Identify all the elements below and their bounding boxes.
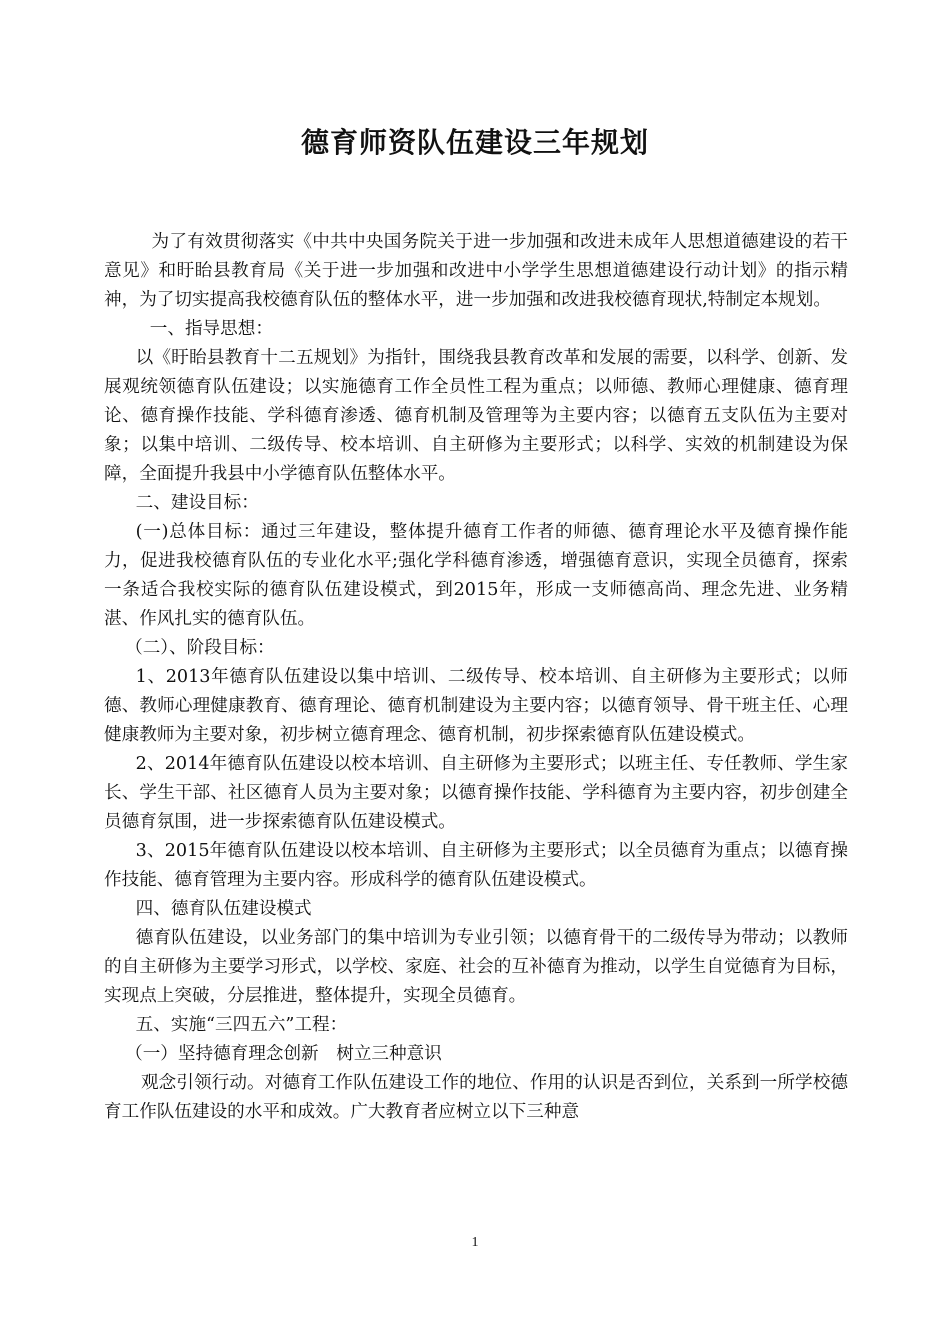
- intro-paragraph: 为了有效贯彻落实《中共中央国务院关于进一步加强和改进未成年人思想道德建设的若干意见》和盱眙县教育局《关于进一步加强和改进中小学学生思想道德建设行动计划》的指示精神，为了切实提高我校德育队伍的整体水平，进一步加强和改进我校德育现状,特制定本规划。: [104, 232, 848, 310]
- subheading-stage-goals: （二）、阶段目标：: [125, 638, 275, 658]
- section-heading-guiding-ideology: 一、指导思想：: [149, 319, 273, 339]
- section-heading-team-model: 四、德育队伍建设模式: [135, 899, 312, 919]
- concept-lead-paragraph: 观念引领行动。对德育工作队伍建设工作的地位、作用的认识是否到位，关系到一所学校德育工作队伍建设的水平和成效。广大教育者应树立以下三种意: [104, 1073, 848, 1122]
- guiding-ideology-paragraph: 以《盱眙县教育十二五规划》为指针，围绕我县教育改革和发展的需要，以科学、创新、发展观统领德育队伍建设；以实施德育工作全员性工程为重点；以师德、教师心理健康、德育理论、德育操作技能、学科德育渗透、德育机制及管理等为主要内容；以德育五支队伍为主要对象；以集中培训、二级传导、校本培训、自主研修为主要形式；以科学、实效的机制建设为保障，全面提升我县中小学德育队伍整体水平。: [104, 348, 848, 484]
- document-title: 德育师资队伍建设三年规划: [300, 126, 649, 159]
- team-model-paragraph: 德育队伍建设，以业务部门的集中培训为专业引领；以德育骨干的二级传导为带动；以教师的自主研修为主要学习形式，以学校、家庭、社会的互补德育为推动，以学生自觉德育为目标，实现点上突破，分层推进，整体提升，实现全员德育。: [104, 928, 848, 1006]
- section-heading-construction-goals: 二、建设目标：: [135, 493, 259, 513]
- stage-goal-2014-paragraph: 2、2014年德育队伍建设以校本培训、自主研修为主要形式；以班主任、专任教师、学生家长、学生干部、社区德育人员为主要对象；以德育操作技能、学科德育为主要内容，初步创建全员德育氛围，进一步探索德育队伍建设模式。: [104, 754, 848, 832]
- subheading-three-awareness: （一）坚持德育理念创新 树立三种意识: [125, 1044, 442, 1064]
- stage-goal-2013-paragraph: 1、2013年德育队伍建设以集中培训、二级传导、校本培训、自主研修为主要形式；以师德、教师心理健康教育、德育理论、德育机制建设为主要内容；以德育领导、骨干班主任、心理健康教师为主要对象，初步树立德育理念、德育机制，初步探索德育队伍建设模式。: [104, 667, 848, 745]
- stage-goal-2015-paragraph: 3、2015年德育队伍建设以校本培训、自主研修为主要形式；以全员德育为重点；以德育操作技能、德育管理为主要内容。形成科学的德育队伍建设模式。: [104, 841, 848, 890]
- overall-goal-paragraph: (一)总体目标：通过三年建设，整体提升德育工作者的师德、德育理论水平及德育操作能力，促进我校德育队伍的专业化水平;强化学科德育渗透，增强德育意识，实现全员德育，探索一条适合我校实际的德育队伍建设模式，到2015年，形成一支师德高尚、理念先进、业务精湛、作风扎实的德育队伍。: [104, 522, 848, 629]
- page-number: 1: [471, 1235, 479, 1250]
- section-heading-project: 五、实施“三四五六”工程：: [135, 1015, 348, 1035]
- document-body: [104, 228, 848, 1127]
